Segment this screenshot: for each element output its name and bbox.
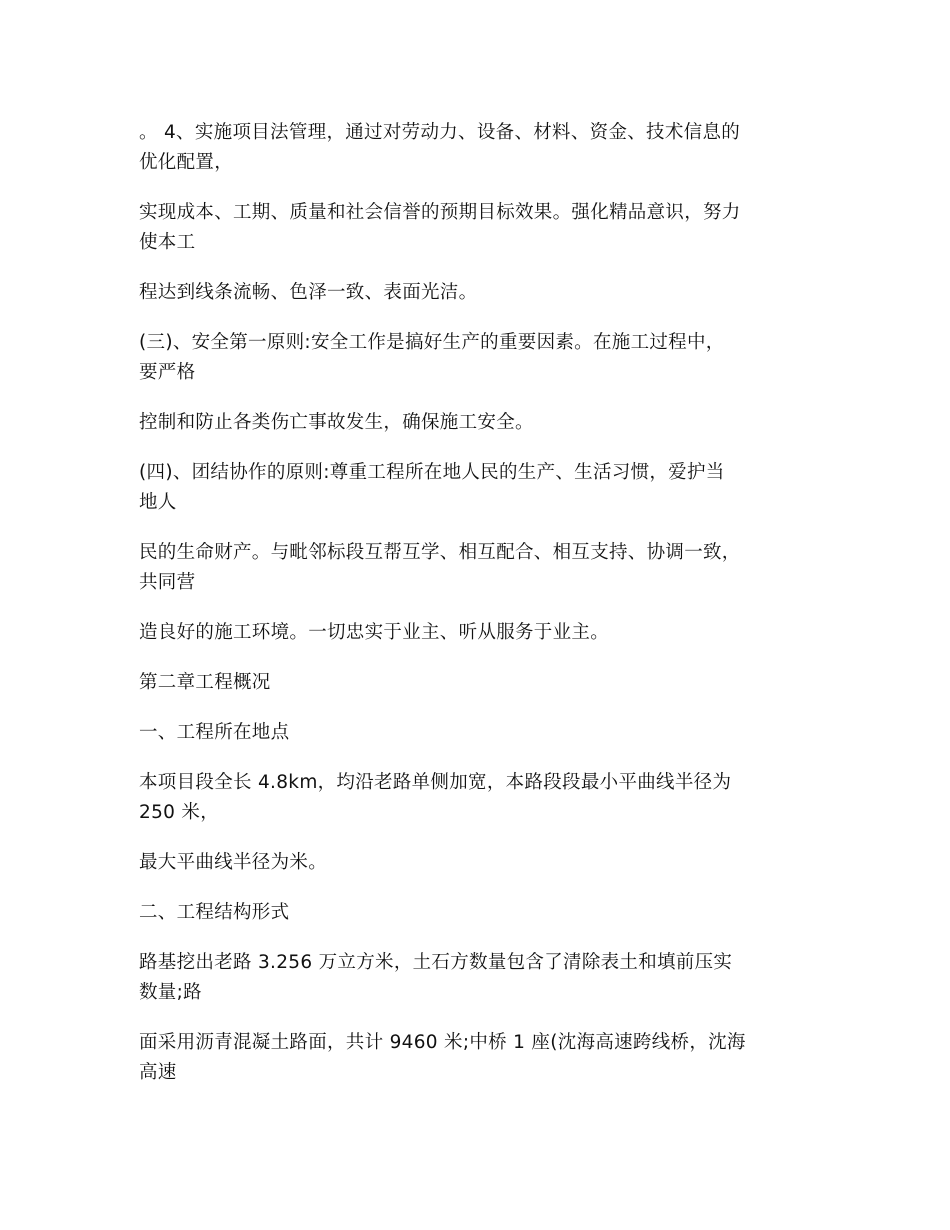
text-line: 程达到线条流畅、色泽一致、表面光洁。 xyxy=(139,282,478,303)
section-heading xyxy=(139,718,819,748)
document-body xyxy=(139,118,819,1108)
text-line: 地人 xyxy=(139,492,177,513)
text-line: 本项目段全长 4.8km，均沿老路单侧加宽，本路段段最小平曲线半径为 xyxy=(139,772,732,793)
paragraph xyxy=(139,328,819,388)
paragraph xyxy=(139,948,819,1008)
section-heading xyxy=(139,898,819,928)
text-line: 路基挖出老路 3.256 万立方米，土石方数量包含了清除表土和填前压实 xyxy=(139,952,733,973)
paragraph xyxy=(139,408,819,438)
paragraph xyxy=(139,768,819,828)
text-line: 民的生命财产。与毗邻标段互帮互学、相互配合、相互支持、协调一致， xyxy=(139,542,741,563)
paragraph xyxy=(139,618,819,648)
paragraph xyxy=(139,278,819,308)
text-line: 造良好的施工环境。一切忠实于业主、听从服务于业主。 xyxy=(139,622,610,643)
text-line: 数量;路 xyxy=(139,982,202,1003)
text-line: 控制和防止各类伤亡事故发生，确保施工安全。 xyxy=(139,412,534,433)
text-line: 优化配置， xyxy=(139,152,234,173)
paragraph xyxy=(139,538,819,598)
text-line: 第二章工程概况 xyxy=(139,672,271,693)
text-line: 要严格 xyxy=(139,362,196,383)
text-line: 使本工 xyxy=(139,232,196,253)
chapter-heading xyxy=(139,668,819,698)
paragraph xyxy=(139,1028,819,1088)
text-line: (三)、安全第一原则:安全工作是搞好生产的重要因素。在施工过程中， xyxy=(139,332,725,353)
text-line: 一、工程所在地点 xyxy=(139,722,290,743)
text-line: 面采用沥青混凝土路面，共计 9460 米;中桥 1 座(沈海高速跨线桥，沈海 xyxy=(139,1032,746,1053)
text-line: 。 4、实施项目法管理，通过对劳动力、设备、材料、资金、技术信息的 xyxy=(139,122,741,143)
text-line: 最大平曲线半径为米。 xyxy=(139,852,328,873)
text-line: 共同营 xyxy=(139,572,196,593)
text-line: 二、工程结构形式 xyxy=(139,902,290,923)
text-line: (四)、团结协作的原则:尊重工程所在地人民的生产、生活习惯，爱护当 xyxy=(139,462,725,483)
text-line: 实现成本、工期、质量和社会信誉的预期目标效果。强化精品意识，努力 xyxy=(139,202,741,223)
paragraph xyxy=(139,118,819,178)
text-line: 250 米， xyxy=(139,802,219,823)
paragraph xyxy=(139,198,819,258)
text-line: 高速 xyxy=(139,1062,177,1083)
paragraph xyxy=(139,458,819,518)
paragraph xyxy=(139,848,819,878)
